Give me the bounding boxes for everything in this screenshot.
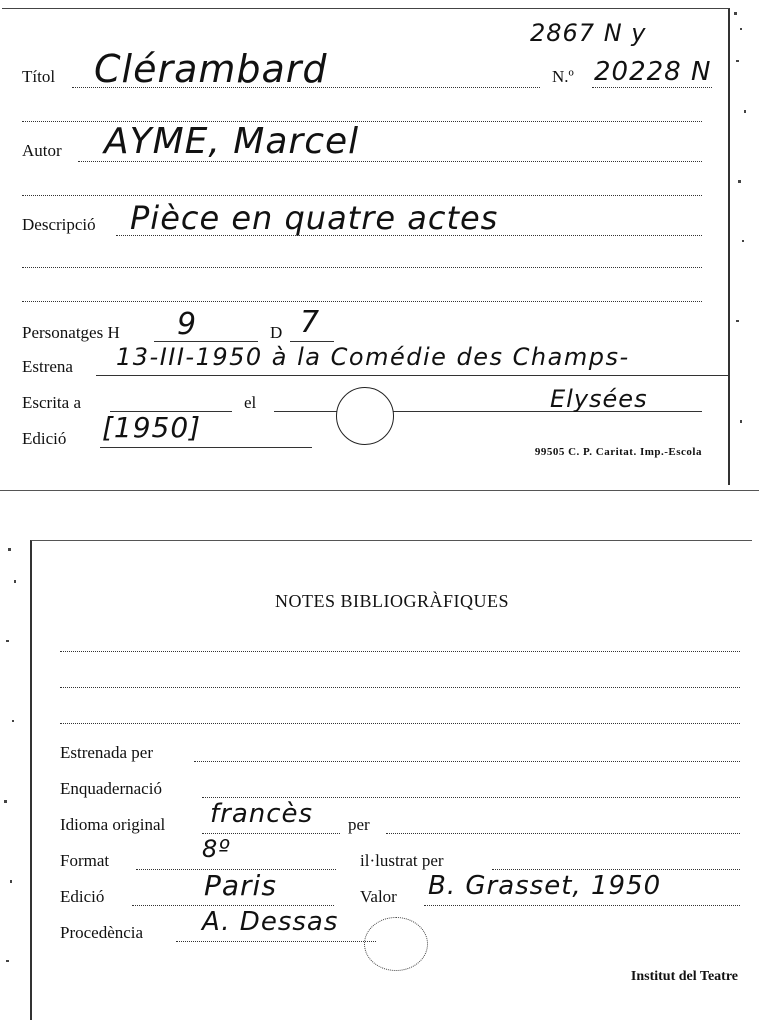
estrena-line	[96, 375, 730, 376]
procedencia-line	[176, 941, 376, 942]
edicio-value: Paris	[204, 869, 277, 902]
numero-line	[592, 87, 712, 88]
blank-line	[22, 301, 702, 302]
catalog-card-back	[30, 540, 752, 1020]
edicio-line	[132, 905, 334, 906]
autor-value: AYME, Marcel	[104, 121, 360, 162]
dones-label: D	[270, 323, 283, 342]
illustrat-label: il·lustrat per	[360, 851, 444, 870]
format-value: 8º	[202, 835, 231, 863]
blank-line	[22, 195, 702, 196]
enquadernacio-line	[202, 797, 740, 798]
card-title: NOTES BIBLIOGRÀFIQUES	[274, 591, 509, 611]
valor-value: B. Grasset, 1950	[428, 871, 662, 901]
punch-hole	[336, 387, 394, 445]
homes-line	[154, 341, 258, 342]
printer-imprint: 99505 C. P. Caritat. Imp.-Escola	[534, 446, 702, 458]
valor-line	[424, 905, 740, 906]
descripcio-value: Pièce en quatre actes	[130, 199, 499, 237]
edicio-label: Edició	[22, 429, 67, 448]
el-label: el	[244, 393, 257, 412]
estrena-continuation: Elysées	[550, 385, 648, 413]
illustrat-line	[492, 869, 740, 870]
descripcio-label: Descripció	[22, 215, 96, 234]
idioma-line	[202, 833, 340, 834]
procedencia-label: Procedència	[60, 923, 144, 942]
edicio-value: [1950]	[102, 411, 202, 444]
format-label: Format	[60, 851, 110, 870]
personatges-label: Personatges H	[22, 323, 120, 342]
procedencia-value: A. Dessas	[202, 907, 339, 937]
card-separator	[0, 490, 759, 491]
notes-line	[60, 651, 740, 652]
titol-value: Clérambard	[94, 47, 328, 91]
notes-line	[60, 723, 740, 724]
estrena-value: 13-III-1950 à la Comédie des Champs-	[116, 343, 630, 371]
shelfmark-value: 2867 N y	[530, 19, 647, 47]
library-stamp	[364, 917, 428, 971]
per-line	[386, 833, 740, 834]
numero-label: N.º	[552, 67, 574, 86]
institut-imprint: Institut del Teatre	[630, 969, 738, 984]
autor-label: Autor	[22, 141, 62, 160]
edicio-line	[100, 447, 312, 448]
escrita-label: Escrita a	[22, 393, 81, 412]
idioma-label: Idioma original	[60, 815, 166, 834]
dones-line	[290, 341, 334, 342]
estrenada-label: Estrenada per	[60, 743, 153, 762]
valor-label: Valor	[360, 887, 397, 906]
titol-label: Títol	[22, 67, 56, 86]
enquadernacio-label: Enquadernació	[60, 779, 162, 798]
dones-value: 7	[300, 305, 321, 340]
catalog-card-front	[2, 8, 730, 485]
notes-line	[60, 687, 740, 688]
idioma-value: francès	[210, 799, 314, 829]
homes-value: 9	[177, 307, 198, 342]
per-label: per	[348, 815, 370, 834]
numero-value: 20228 N	[594, 57, 712, 87]
estrenada-line	[194, 761, 740, 762]
blank-line	[22, 267, 702, 268]
estrena-label: Estrena	[22, 357, 73, 376]
edicio-label: Edició	[60, 887, 105, 906]
